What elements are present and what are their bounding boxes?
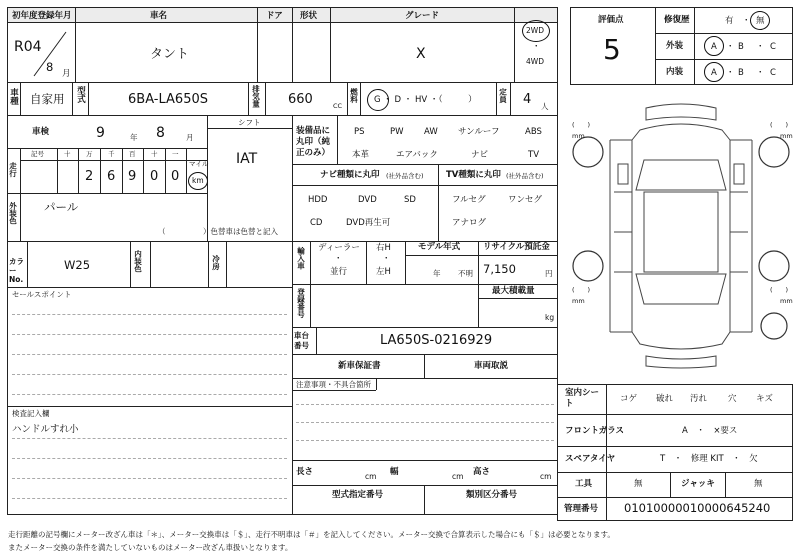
interior-b: B (738, 68, 744, 78)
drive-sep: ・ (532, 42, 541, 52)
tv-fullseg: フルセグ (452, 195, 486, 205)
model-label: 型式 (75, 86, 86, 103)
digit-h4: 十 (151, 150, 158, 158)
shift-value: IAT (236, 151, 258, 167)
max-load-label: 最大積載量 (492, 286, 535, 296)
tv-note: (社外品含む) (506, 172, 544, 180)
interior-hole: 穴 (728, 394, 737, 404)
mm-rr: mm (780, 297, 793, 305)
equipment-label: 装備品に丸印（純正のみ） (296, 126, 331, 159)
mm-fl-open: ( ) (572, 121, 591, 129)
width-cm: cm (452, 472, 464, 481)
equip-abs: ABS (525, 127, 542, 137)
control-value: 01010000010000645240 (624, 501, 771, 515)
control-label: 管理番号 (564, 504, 599, 514)
color-no-value: W25 (64, 258, 91, 272)
model-year-unknown: 不明 (458, 269, 473, 278)
km-label: km (192, 176, 204, 185)
shift-label: シフト (238, 118, 261, 127)
type-designation-label: 型式指定番号 (332, 490, 384, 500)
spare-options: T ・ 修理 KIT ・ 欠 (660, 454, 758, 464)
navi-label: ナビ種類に丸印 (320, 170, 380, 180)
use-value: 自家用 (30, 92, 65, 106)
navi-dvd: DVD (358, 195, 377, 205)
digit-h3: 百 (129, 150, 136, 158)
digit-4: 0 (150, 169, 159, 184)
digit-h1: 万 (86, 150, 93, 158)
chassis-value: LA650S-0216929 (380, 333, 493, 348)
mm-rr-open: ( ) (770, 286, 789, 294)
inspector-notes-label: 検査記入欄 (12, 409, 50, 418)
vehicle-manual: 車両取説 (474, 361, 509, 371)
mm-fl: mm (572, 132, 585, 140)
equip-sunroof: サンルーフ (458, 127, 500, 137)
ac-label: 冷房 (211, 255, 221, 270)
tv-analog: アナログ (452, 218, 487, 228)
recycle-label: リサイクル預託金 (483, 242, 550, 252)
tools-value: 無 (634, 479, 643, 489)
car-diagram (570, 100, 792, 370)
length-cm: cm (365, 472, 377, 481)
equip-airbag: エアバック (396, 150, 438, 160)
jack-label: ジャッキ (681, 479, 715, 489)
drive-4wd: 4WD (526, 57, 544, 66)
new-car-warranty: 新車保証書 (338, 361, 381, 371)
navi-sd: SD (404, 195, 416, 205)
equip-aw: AW (424, 127, 438, 137)
navi-dvd-play: DVD再生可 (346, 218, 391, 228)
shape-label: 形状 (300, 11, 318, 21)
registration-label: 登録番号 (296, 288, 306, 318)
exterior-c: C (770, 42, 776, 52)
tools-label: 工具 (575, 479, 593, 489)
score-label: 評価点 (598, 15, 624, 25)
height-cm: cm (540, 472, 552, 481)
equip-tv: TV (528, 150, 540, 160)
tv-label: TV種類に丸印 (446, 170, 501, 180)
model-year-unit: 年 (433, 269, 441, 278)
interior-a: A (711, 68, 717, 78)
interior-color-label: 内装色 (133, 250, 143, 273)
equip-navi: ナビ (471, 150, 489, 160)
height-label: 高さ (473, 467, 491, 477)
drive-2wd: 2WD (526, 26, 544, 35)
car-name-label: 車名 (150, 11, 168, 21)
model-value: 6BA-LA650S (128, 92, 208, 107)
exterior-label: 外装 (666, 41, 684, 51)
inspection-month-unit: 月 (186, 133, 194, 142)
digit-1: 2 (85, 169, 94, 184)
notes-label: 注意事項・不具合箇所 (296, 380, 371, 389)
inspection-label: 車検 (32, 127, 50, 137)
first-reg-era: R04 (14, 39, 42, 55)
repair-yes: 有 (725, 16, 734, 26)
interior-burn: コゲ (620, 394, 638, 404)
displacement-label: 排気量 (251, 85, 261, 108)
mm-fr-open: ( ) (770, 121, 789, 129)
plate-label: 車種 (8, 88, 19, 105)
equip-leather: 本革 (352, 150, 370, 160)
fuel-label: 燃料 (349, 88, 359, 103)
navi-hdd: HDD (308, 195, 328, 205)
interior-tear: 破れ (656, 394, 674, 404)
door-label: ドア (266, 11, 283, 21)
repair-no: 無 (756, 16, 765, 26)
first-reg-month: 8 (46, 60, 54, 74)
interior-label: 内装 (666, 67, 684, 77)
fuel-options: G ・ D ・ HV ・（ ） (374, 95, 477, 105)
capacity-label: 定員 (498, 88, 508, 103)
length-label: 長さ (296, 467, 314, 477)
month-unit: 月 (62, 69, 71, 79)
digit-2: 6 (107, 169, 116, 184)
capacity-unit: 人 (541, 102, 549, 111)
int-sep2: ・ (756, 68, 765, 78)
interior-c: C (770, 68, 776, 78)
digit-h0: 十 (64, 150, 71, 158)
int-sep1: ・ (726, 68, 735, 78)
import-dot2: ・ (382, 254, 391, 264)
inspection-year-unit: 年 (130, 133, 138, 142)
spare-label: スペアタイヤ (565, 454, 616, 464)
digit-h2: 千 (108, 150, 115, 158)
mm-rl-open: ( ) (572, 286, 591, 294)
model-year-label: モデル年式 (418, 242, 461, 252)
score-value: 5 (603, 33, 621, 66)
equip-pw: PW (390, 127, 404, 137)
tv-oneseg: ワンセグ (508, 195, 543, 205)
mm-fr: mm (780, 132, 793, 140)
car-name: タント (150, 47, 190, 62)
sign-label: 記号 (31, 150, 44, 158)
width-label: 幅 (390, 467, 399, 477)
navi-note: (社外品含む) (386, 172, 424, 180)
mm-rl: mm (572, 297, 585, 305)
digit-5: 0 (171, 169, 180, 184)
digit-h5: 一 (172, 150, 179, 158)
cc-unit: CC (333, 102, 343, 110)
grade-value: X (416, 46, 426, 62)
displacement-value: 660 (288, 92, 313, 107)
ext-sep2: ・ (756, 42, 765, 52)
inspection-year: 9 (96, 125, 105, 141)
class-number-label: 類別区分番号 (466, 490, 518, 500)
import-dealer: ディーラー (318, 243, 360, 253)
repair-label: 修復歴 (664, 15, 690, 25)
ext-color-note: （ ）色替車は色替と記入 (158, 227, 278, 236)
windshield-label: フロントガラス (565, 426, 624, 436)
import-label: 輸入車 (296, 247, 306, 270)
ext-color-value: パール (44, 200, 79, 214)
ext-sep1: ・ (726, 42, 735, 52)
repair-sep: ・ (742, 16, 751, 26)
grade-label: グレード (405, 11, 440, 21)
equip-ps: PS (354, 127, 365, 137)
import-left-h: 左H (376, 267, 391, 277)
first-reg-label: 初年度登録年月 (12, 11, 72, 21)
capacity-value: 4 (523, 92, 532, 107)
interior-stain: 汚れ (690, 394, 708, 404)
recycle-yen: 円 (545, 269, 553, 278)
interior-scratch: キズ (756, 394, 773, 404)
import-right-h: 右H (376, 243, 391, 253)
windshield-options: A ・ ×要ス (682, 426, 738, 436)
footer-line1: 走行距離の記号欄にメーター改ざん車は「＊」、メーター交換車は「＄」、走行不明車は「＃」を記入してください。メーター交換で合算表示した場合にも「＄」は必要となります。 (8, 530, 615, 539)
sales-point-label: セールスポイント (12, 290, 72, 299)
inspector-notes-value: ハンドルすれ小 (12, 424, 79, 435)
chassis-label: 車台番号 (294, 331, 309, 350)
recycle-value: 7,150 (483, 262, 516, 276)
footer-line2: またメーター交換の条件を満たしていないものはメーター改ざん車扱いとなります。 (8, 543, 293, 552)
max-load-kg: kg (545, 313, 555, 322)
inspection-month: 8 (156, 125, 165, 141)
mileage-label: 走行 (8, 162, 18, 177)
mile-label: マイル (189, 160, 209, 168)
digit-3: 9 (128, 169, 137, 184)
exterior-b: B (738, 42, 744, 52)
interior-items-label: 室内シート (565, 388, 600, 410)
import-dot: ・ (334, 254, 343, 264)
color-no-label: カラーNo. (9, 257, 24, 284)
ext-color-label: 外装色 (8, 202, 18, 225)
import-parallel: 並行 (330, 267, 348, 277)
exterior-a: A (711, 42, 717, 52)
jack-value: 無 (754, 479, 763, 489)
navi-cd: CD (310, 218, 323, 228)
